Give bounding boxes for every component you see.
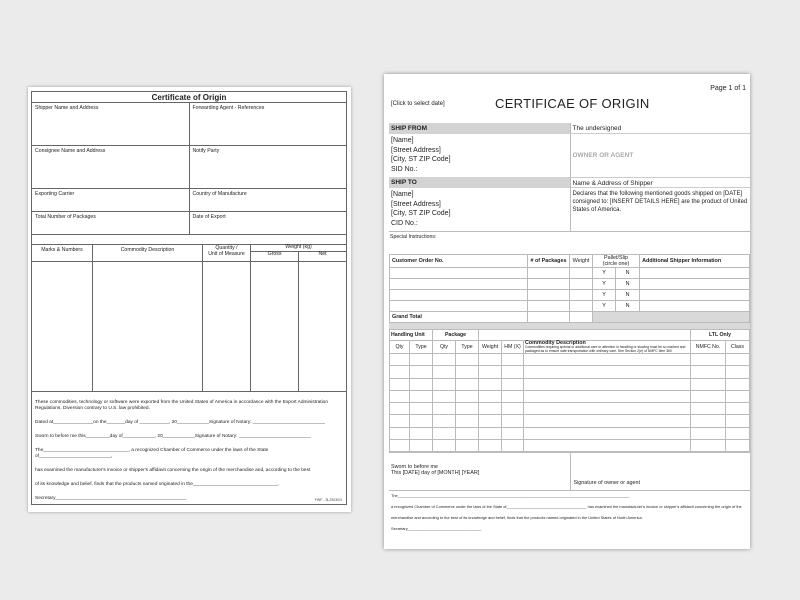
sworn-label: Sworn to before me	[391, 464, 439, 471]
form-title: CERTIFICAE OF ORIGIN	[495, 96, 650, 111]
col-quantity-label: Quantity /	[215, 245, 238, 251]
from-name[interactable]: [Name]	[391, 137, 414, 144]
to-name[interactable]: [Name]	[391, 191, 414, 198]
table-row	[390, 366, 750, 378]
no-option[interactable]: N	[616, 268, 640, 279]
chamber-certification	[389, 490, 750, 541]
col-hu-qty: Qty	[390, 341, 410, 354]
certificate-form-left	[28, 87, 351, 512]
certificate-form-right	[384, 74, 750, 549]
owner-signature[interactable]: Signature of owner or agent	[573, 480, 641, 487]
table-row	[390, 440, 750, 452]
col-marks: Marks & Numbers	[41, 247, 83, 253]
ship-from-address[interactable]	[389, 134, 570, 177]
dated-line: Dated at_______________on the_______day of ___________, 20____________Signature of Notary: ___________________________	[35, 419, 325, 425]
col-weight: Weight	[479, 341, 502, 354]
col-quantity	[202, 245, 250, 261]
form-title: Certificate of Origin	[32, 92, 346, 103]
yes-option[interactable]: Y	[593, 268, 616, 279]
ltl-header: LTL Only	[691, 330, 750, 341]
yes-option[interactable]: Y	[593, 301, 616, 312]
page-indicator: Page 1 of 1	[710, 85, 746, 92]
exporting-carrier-field[interactable]: Exporting Carrier	[35, 191, 75, 197]
col-pkg-type: Type	[456, 341, 479, 354]
to-street[interactable]: [Street Address]	[391, 200, 441, 208]
forwarding-agent-field[interactable]: Forwarding Agent - References	[189, 103, 347, 145]
form-body	[389, 123, 750, 541]
table-row	[390, 427, 750, 439]
pallet-label: Pallet/Slip	[604, 255, 629, 261]
col-hu-type: Type	[410, 341, 433, 354]
table-row	[390, 290, 750, 301]
goods-table-header	[32, 245, 346, 262]
form-number: FWF - 3L23030/3	[314, 498, 342, 502]
col-hm: HM (X)	[502, 341, 524, 354]
col-weight	[250, 245, 346, 261]
table-row	[390, 279, 750, 290]
col-class: Class	[726, 341, 750, 354]
no-option[interactable]: N	[616, 279, 640, 290]
signature-section	[389, 452, 750, 490]
grand-total-label: Grand Total	[390, 312, 528, 323]
col-gross: Gross	[267, 251, 282, 257]
handling-unit-header: Handling Unit	[390, 330, 433, 341]
yes-option[interactable]: Y	[593, 290, 616, 301]
from-sid[interactable]: SID No.:	[391, 165, 418, 173]
country-of-manufacture-field[interactable]: Country of Manufacture	[189, 189, 347, 211]
col-pallet	[593, 255, 640, 268]
form-footer	[32, 392, 346, 502]
col-net: Net	[298, 252, 346, 261]
table-row	[390, 354, 750, 366]
ship-from-header: SHIP FROM	[389, 123, 570, 134]
examined-line: has examined the manufacturer's invoice or shipper's affidavit concerning the origin of the merchandise and, according to the best	[35, 467, 311, 473]
to-cid[interactable]: CID No.:	[391, 219, 418, 227]
col-nmfc: NMFC No.	[691, 341, 726, 354]
declaration-text[interactable]: Declares that the following mentioned goods shipped on [DATE] consigned to: [INSERT DETAILS HERE] are the product of United States of America.	[572, 191, 748, 213]
to-city[interactable]: [City, ST ZIP Code]	[391, 210, 451, 217]
table-row	[390, 415, 750, 427]
package-header: Package	[433, 330, 479, 341]
date-picker[interactable]: [Click to select date]	[391, 101, 445, 107]
undersigned-label: The undersigned	[570, 123, 751, 134]
ship-to-address[interactable]	[389, 188, 570, 231]
table-row	[390, 378, 750, 390]
from-city[interactable]: [City, ST ZIP Code]	[391, 156, 451, 163]
sworn-line: Sworn to before me this_________day of____________, 20____________Signature of Notary: ___________________________	[35, 433, 311, 439]
consignee-field[interactable]: Consignee Name and Address	[35, 148, 106, 154]
no-option[interactable]: N	[616, 290, 640, 301]
col-commodity	[524, 341, 691, 354]
shipper-name-label: Name & Address of Shipper	[570, 177, 751, 188]
col-order: Customer Order No.	[390, 255, 528, 268]
cert-merchandise-line: merchandise and according to the best of its knowledge and belief, finds that the products named originated in the United States of North America.	[391, 515, 643, 521]
col-commodity: Commodity Description	[92, 245, 202, 261]
ship-to-header: SHIP TO	[389, 177, 570, 188]
circle-label: (circle one)	[602, 261, 630, 267]
table-row	[390, 403, 750, 415]
sworn-date[interactable]: This [DATE] day of [MONTH] [YEAR]	[391, 470, 480, 477]
goods-table-body[interactable]	[32, 262, 346, 392]
yes-option[interactable]: Y	[593, 279, 616, 290]
cert-secretary-line: Secretary__________________________________	[391, 526, 482, 531]
date-of-export-field[interactable]: Date of Export	[189, 212, 347, 234]
from-street[interactable]: [Street Address]	[391, 146, 441, 154]
col-unit-label: Unit of Measure	[208, 250, 245, 257]
cert-the-line: The___________________________________________________________________________________________________________	[391, 493, 630, 499]
col-packages: # of Packages	[528, 255, 570, 268]
export-statement: These commodities, technology or software were exported from the United States of America in accordance with the Export Administration Regulations. Diversion contrary to U.S. law prohibited.	[35, 400, 329, 411]
knowledge-line: of its knowledge and belief, finds that the products named originated in the________________________________.	[35, 481, 280, 487]
col-weight-label: Weight (kg)	[251, 245, 346, 252]
order-table	[389, 254, 750, 323]
carrier-table	[389, 329, 750, 452]
shipper-field[interactable]: Shipper Name and Address	[35, 105, 99, 111]
owner-agent-field[interactable]: OWNER OR AGENT	[572, 152, 634, 159]
total-packages-field[interactable]: Total Number of Packages	[35, 214, 96, 220]
col-weight: Weight	[570, 255, 593, 268]
secretary-line: Secretary_________________________________________________	[35, 495, 187, 501]
table-row	[390, 268, 750, 279]
col-pkg-qty: Qty	[433, 341, 456, 354]
commodity-label: Commodity Description	[525, 340, 586, 346]
table-row	[390, 301, 750, 312]
special-instructions[interactable]: Special Instructions:	[389, 231, 750, 254]
commodity-note: Commodities requiring special or additional care or attention in handling or stowing must be so marked and packaged as to ensure safe transportation with ordinary care. See Section 2(e) of NMFC Item 360	[525, 345, 686, 353]
form-frame	[31, 91, 347, 505]
notify-party-field[interactable]: Notify Party	[189, 146, 347, 188]
table-row	[390, 390, 750, 402]
chamber-line: The________________________________, a recognized Chamber of Commerce under the laws of the State of___________________________,	[35, 447, 269, 459]
col-additional: Additional Shipper Information	[640, 255, 750, 268]
cert-chamber-line: a recognized Chamber of Commerce under the laws of the State of_____________________________________ has examined the manufacturer's invoice or shipper's affidavit concerning the origin of the	[391, 504, 742, 510]
no-option[interactable]: N	[616, 301, 640, 312]
